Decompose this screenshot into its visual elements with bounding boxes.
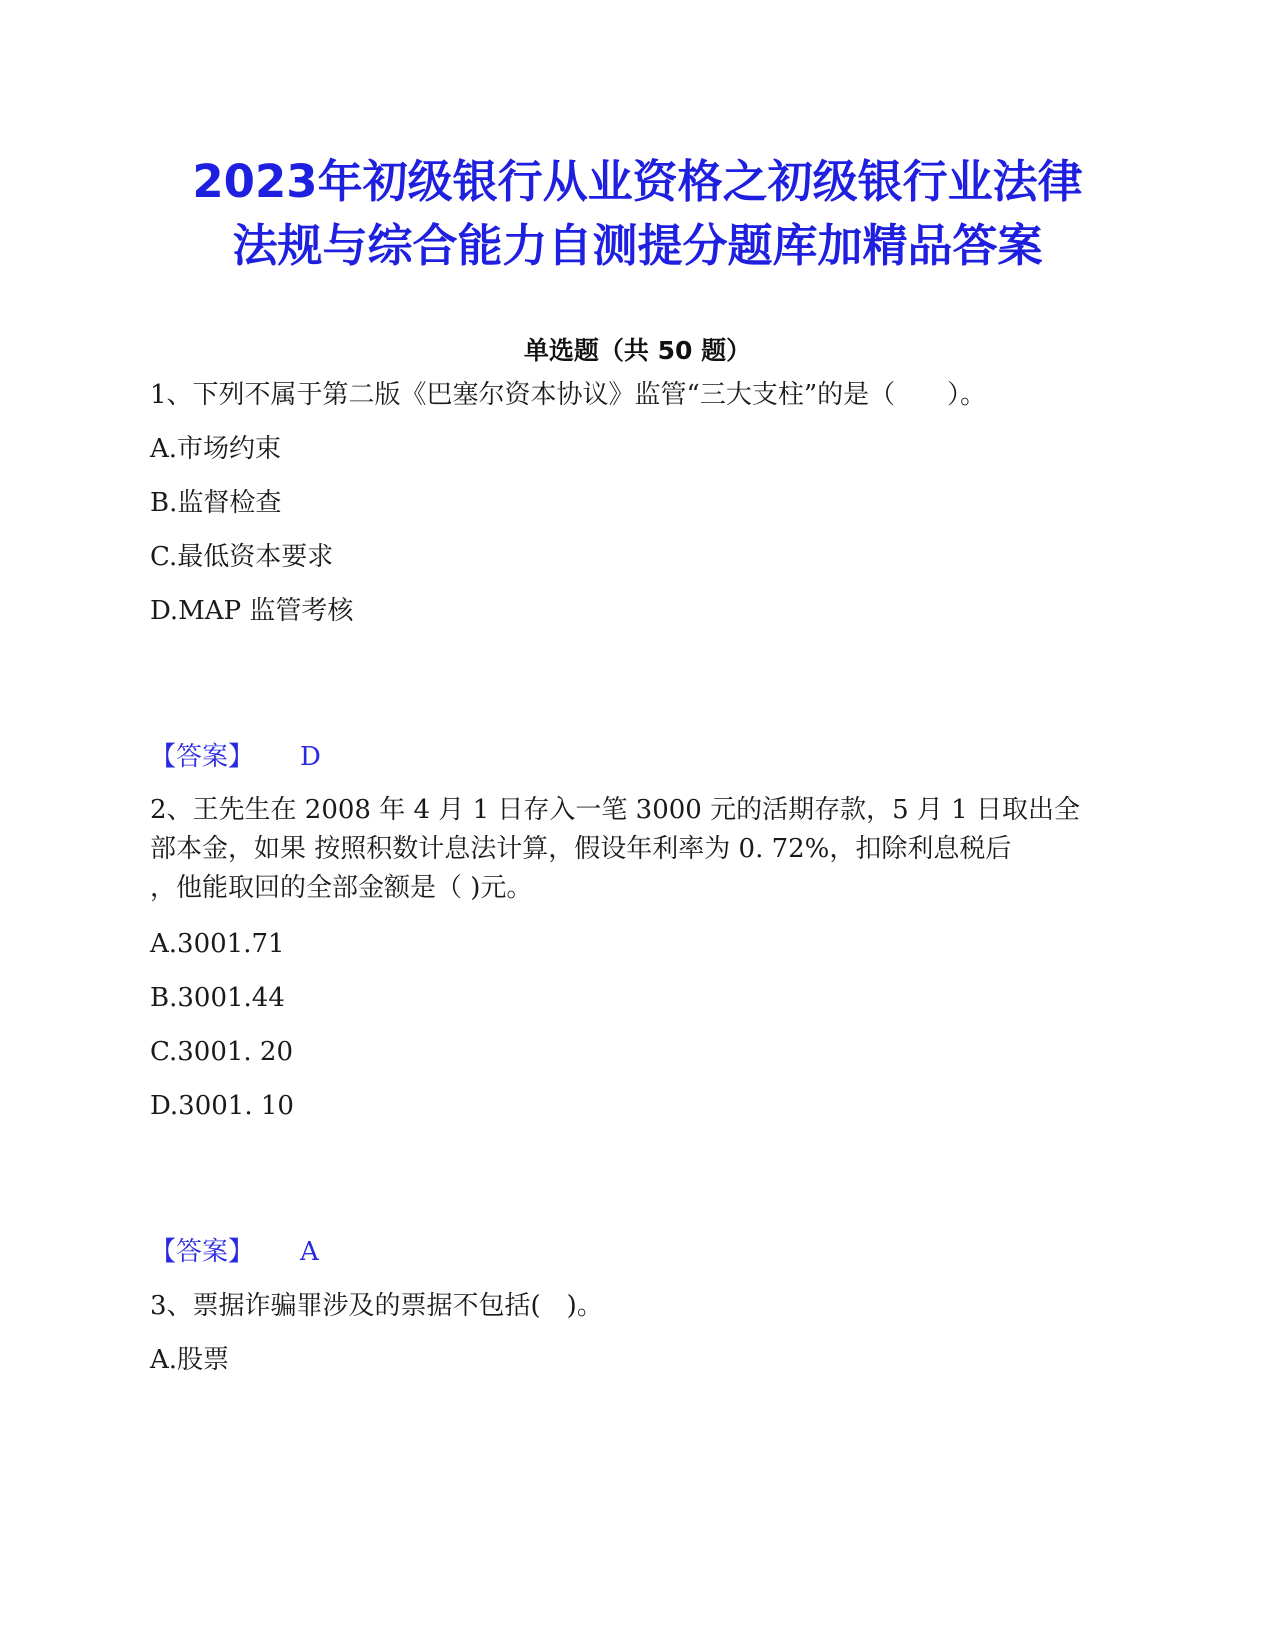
- answer-value: A: [300, 1237, 319, 1267]
- question-2-option-d: D.3001. 10: [150, 1091, 294, 1121]
- question-3-option-a: A.股票: [150, 1345, 230, 1375]
- question-2-option-c: C.3001. 20: [150, 1037, 294, 1067]
- question-2-stem-line-2: 部本金，如果 按照积数计息法计算，假设年利率为 0. 72%，扣除利息税后: [150, 834, 1012, 864]
- question-2-stem-line-1: 2、王先生在 2008 年 4 月 1 日存入一笔 3000 元的活期存款，5 月 1 日取出全: [150, 795, 1080, 825]
- answer-label: 【答案】: [150, 742, 255, 772]
- question-2-option-b: B.3001.44: [150, 983, 285, 1013]
- question-1-option-d: D.MAP 监管考核: [150, 596, 354, 626]
- answer-value: D: [300, 742, 321, 772]
- question-3-stem: 3、票据诈骗罪涉及的票据不包括( )。: [150, 1291, 603, 1321]
- document-title-line-2: 法规与综合能力自测提分题库加精品答案: [232, 219, 1043, 272]
- question-1-answer: [150, 740, 321, 774]
- question-2-option-a: A.3001.71: [150, 929, 285, 959]
- question-1-option-b: B.监督检查: [150, 488, 282, 518]
- question-1-option-c: C.最低资本要求: [150, 542, 334, 572]
- answer-label: 【答案】: [150, 1237, 255, 1267]
- document-title-line-1: 2023年初级银行从业资格之初级银行业法律: [192, 155, 1083, 208]
- question-2-answer: [150, 1235, 319, 1269]
- question-1-stem: 1、下列不属于第二版《巴塞尔资本协议》监管“三大支柱”的是（ ）。: [150, 380, 987, 410]
- section-heading: 单选题（共 50 题）: [523, 336, 752, 365]
- question-2-stem-line-3: ，他能取回的全部金额是（ )元。: [150, 873, 533, 903]
- question-1-option-a: A.市场约束: [150, 434, 282, 464]
